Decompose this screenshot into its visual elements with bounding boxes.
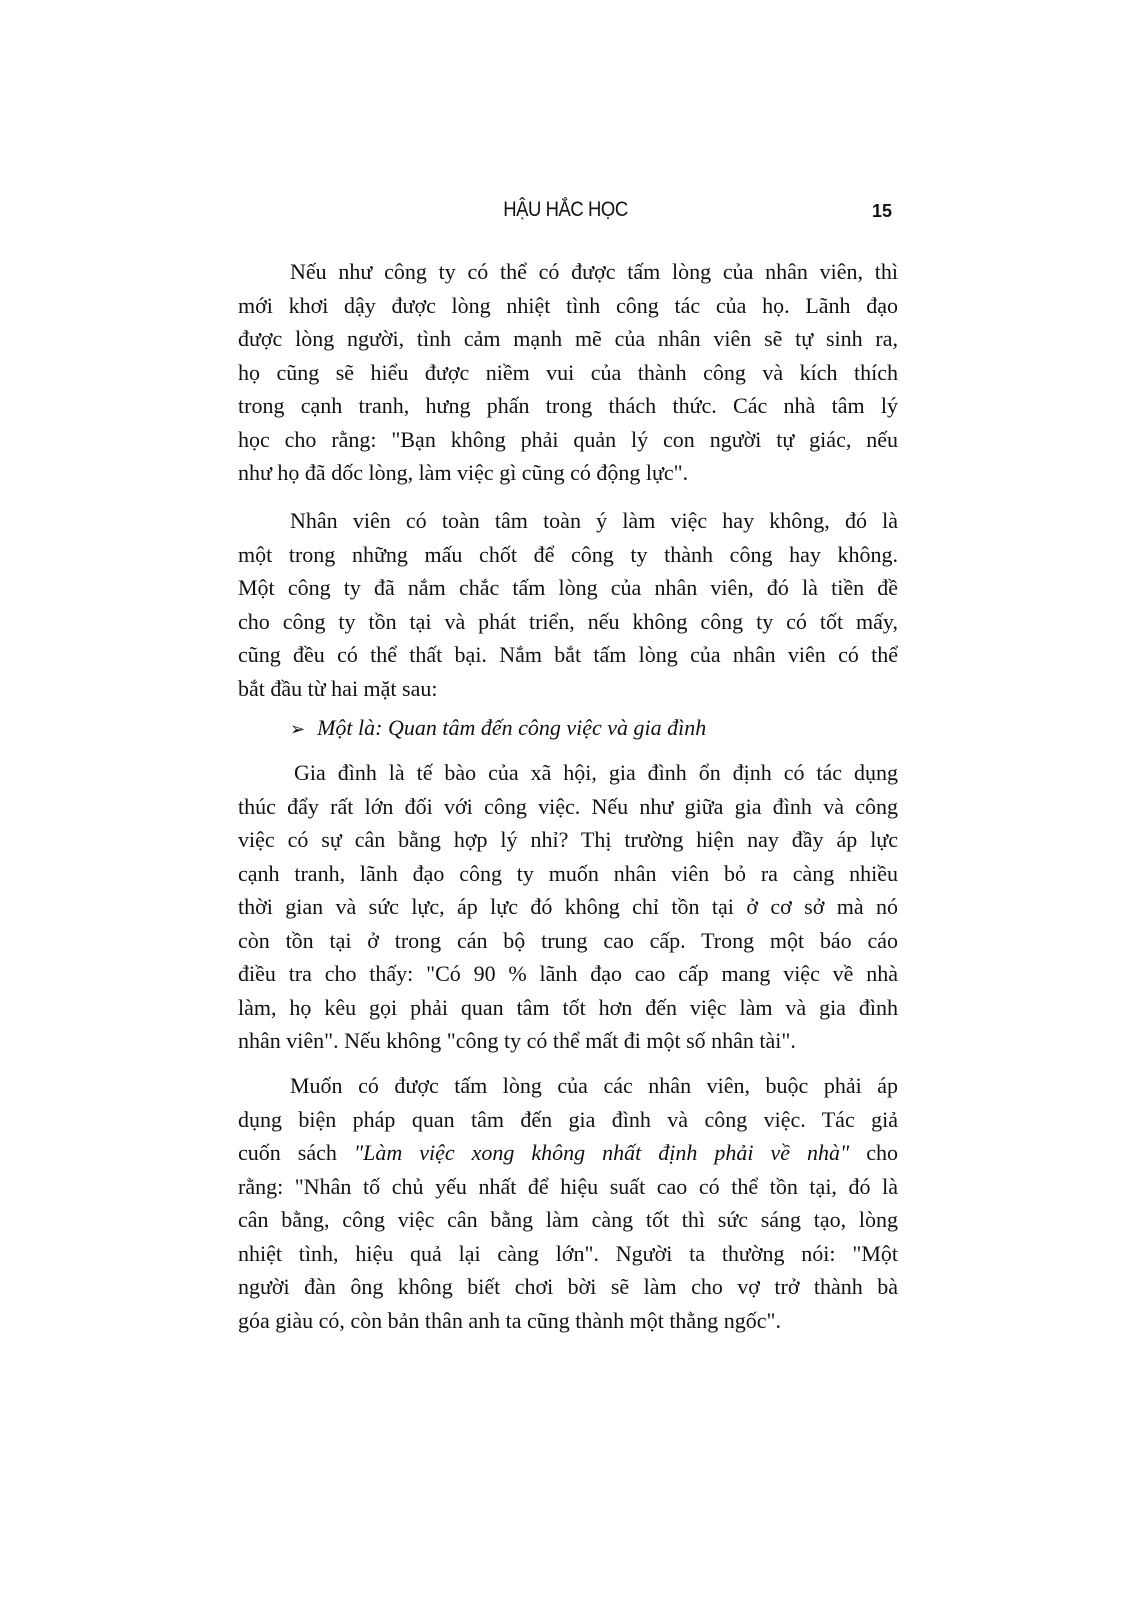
paragraph-3 [238, 756, 898, 1058]
text-line: nhiệt tình, hiệu quả lại càng lớn". Người ta thường nói: "Một [238, 1240, 898, 1266]
text-line: rằng: "Nhân tố chủ yếu nhất để hiệu suất cao có thể tồn tại, đó là [238, 1173, 898, 1199]
text-line: người đàn ông không biết chơi bời sẽ làm cho vợ trở thành bà [238, 1274, 898, 1299]
page-number: 15 [872, 201, 893, 221]
text-line: cạnh tranh, lãnh đạo công ty muốn nhân viên bỏ ra càng nhiều [238, 860, 898, 886]
text-line: còn tồn tại ở trong cán bộ trung cao cấp. Trong một báo cáo [238, 927, 898, 953]
text-line: bắt đầu từ hai mặt sau: [238, 675, 438, 701]
text-line: Nhân viên có toàn tâm toàn ý làm việc hay không, đó là [290, 508, 898, 533]
book-title: "Làm việc xong không nhất định phải về nhà" [353, 1140, 850, 1165]
text-line: cũng đều có thể thất bại. Nắm bắt tấm lòng của nhân viên có thể [238, 642, 898, 667]
text-line: họ cũng sẽ hiểu được niềm vui của thành công và kích thích [238, 359, 898, 385]
text-line: cho công ty tồn tại và phát triển, nếu không công ty có tốt mấy, [238, 608, 898, 634]
text-line: cân bằng, công việc cân bằng làm càng tốt thì sức sáng tạo, lòng [238, 1207, 898, 1232]
text-line: góa giàu có, còn bản thân anh ta cũng thành một thằng ngốc". [238, 1307, 781, 1333]
paragraph-1 [238, 255, 898, 490]
text-line: được lòng người, tình cảm mạnh mẽ của nhân viên sẽ tự sinh ra, [238, 326, 898, 351]
text-line: làm, họ kêu gọi phải quan tâm tốt hơn đến việc làm và gia đình [238, 994, 898, 1020]
text-line: thời gian và sức lực, áp lực đó không chỉ tồn tại ở cơ sở mà nó [238, 894, 898, 919]
text-line: việc có sự cân bằng hợp lý nhỉ? Thị trường hiện nay đầy áp lực [238, 827, 898, 852]
text-line: thúc đẩy rất lớn đối với công việc. Nếu như giữa gia đình và công [238, 793, 898, 819]
text-line: trong cạnh tranh, hưng phấn trong thách thức. Các nhà tâm lý [238, 393, 898, 418]
running-header-title: HẬU HẮC HỌC [503, 198, 628, 221]
text-line: Gia đình là tế bào của xã hội, gia đình ổn định có tác dụng [294, 760, 898, 785]
text-line: Muốn có được tấm lòng của các nhân viên, buộc phải áp [290, 1073, 898, 1098]
text-line: dụng biện pháp quan tâm đến gia đình và công việc. Tác giả [238, 1106, 898, 1132]
arrowhead-bullet-icon: ➢ [290, 719, 306, 739]
text-line: học cho rằng: "Bạn không phải quản lý con người tự giác, nếu [238, 426, 898, 452]
text-segment: cuốn sách [238, 1140, 354, 1165]
text-segment: cho [849, 1140, 899, 1165]
text-line: một trong những mấu chốt để công ty thành công hay không. [238, 541, 898, 567]
text-line [238, 1136, 898, 1170]
text-line: điều tra cho thấy: "Có 90 % lãnh đạo cao cấp mang việc về nhà [238, 961, 898, 986]
paragraph-2 [238, 504, 898, 705]
text-line: Một công ty đã nắm chắc tấm lòng của nhân viên, đó là tiền đề [238, 575, 898, 600]
text-line: mới khơi dậy được lòng nhiệt tình công tác của họ. Lãnh đạo [238, 292, 898, 318]
text-line: Nếu như công ty có thể có được tấm lòng của nhân viên, thì [290, 259, 898, 284]
text-line: nhân viên". Nếu không "công ty có thể mất đi một số nhân tài". [238, 1028, 796, 1053]
bullet-heading [290, 711, 706, 747]
text-line: như họ đã dốc lòng, làm việc gì cũng có động lực". [238, 460, 689, 485]
bullet-heading-text: Một là: Quan tâm đến công việc và gia đình [317, 715, 707, 740]
paragraph-4 [238, 1069, 898, 1337]
